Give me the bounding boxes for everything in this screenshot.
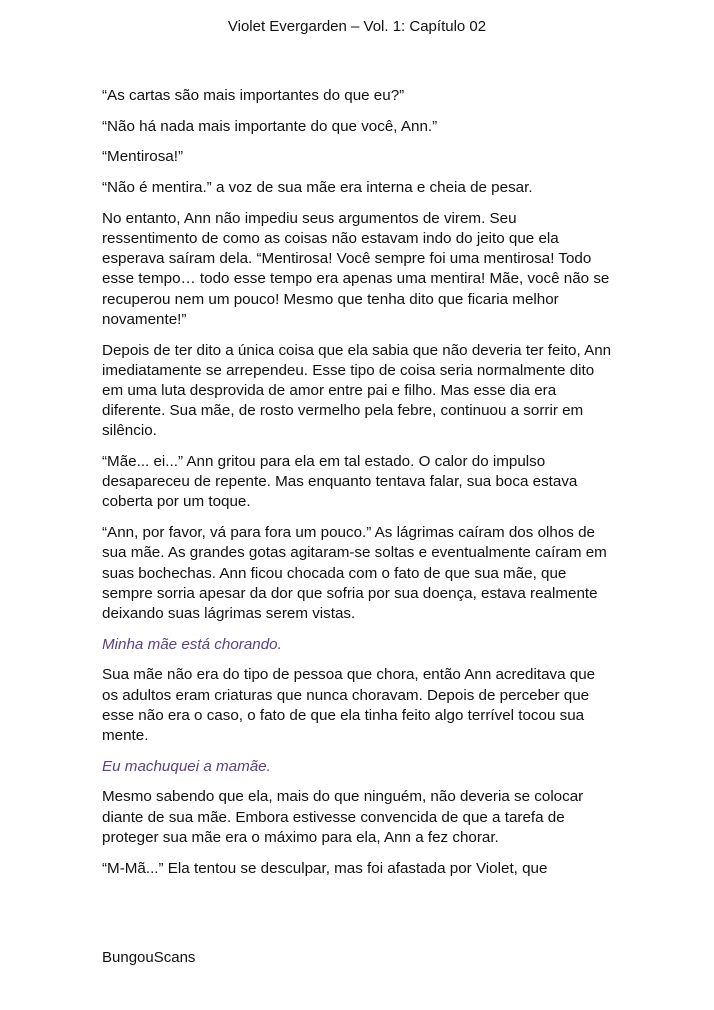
paragraph-10: Mesmo sabendo que ela, mais do que ninguém, não deveria se colocar diante de sua mãe. Embora estivesse convencida de que a tarefa de proteger sua mãe era o máximo para ela, Ann a fez chorar. — [102, 788, 584, 846]
paragraph-1: “As cartas são mais importantes do que eu?” — [102, 87, 405, 104]
page-header: Violet Evergarden – Vol. 1: Capítulo 02 — [227, 18, 487, 35]
page-body — [102, 86, 614, 889]
paragraph-4: “Não é mentira.” a voz de sua mãe era interna e cheia de pesar. — [102, 179, 533, 197]
paragraph-7: “Mãe... ei...” Ann gritou para ela em tal estado. O calor do impulso desapareceu de repente. Mas enquanto tentava falar, sua boca estava coberta por um toque. — [102, 453, 578, 511]
paragraph-3: “Mentirosa!” — [102, 148, 184, 166]
paragraph-2: “Não há nada mais importante do que você, Ann.” — [102, 117, 438, 135]
paragraph-8: “Ann, por favor, vá para fora um pouco.” As lágrimas caíram dos olhos de sua mãe. As grandes gotas agitaram-se soltas e eventualmente caíram em suas bochechas. Ann ficou chocada com o fato de que sua mãe, que sempre sorria apesar da dor que sofria por sua doença, estava realmente deixando suas lágrimas serem vistas. — [102, 524, 607, 622]
paragraph-5: No entanto, Ann não impediu seus argumentos de virem. Seu ressentimento de como as coisas não estavam indo do jeito que ela esperava saíram dela. “Mentirosa! Você sempre foi uma mentirosa! Todo esse tempo… todo esse tempo era apenas uma mentira! Mãe, você não se recuperou nem um pouco! Mesmo que tenha dito que ficaria melhor novamente!” — [102, 209, 610, 328]
inner-thought-2: Eu machuquei a mamãe. — [102, 757, 271, 775]
inner-thought-1: Minha mãe está chorando. — [102, 635, 282, 653]
paragraph-6: Depois de ter dito a única coisa que ela sabia que não deveria ter feito, Ann imediatamente se arrependeu. Esse tipo de coisa seria normalmente dito em uma luta desprovida de amor entre pai e filho. Mas esse dia era diferente. Sua mãe, de rosto vermelho pela febre, continuou a sorrir em silêncio. — [102, 341, 612, 440]
page-footer: BungouScans — [102, 949, 196, 966]
paragraph-9: Sua mãe não era do tipo de pessoa que chora, então Ann acreditava que os adultos eram criaturas que nunca choravam. Depois de perceber que esse não era o caso, o fato de que ela tinha feito algo terrível tocou sua mente. — [102, 666, 596, 744]
paragraph-11: “M-Mã...” Ela tentou se desculpar, mas foi afastada por Violet, que — [102, 859, 548, 877]
